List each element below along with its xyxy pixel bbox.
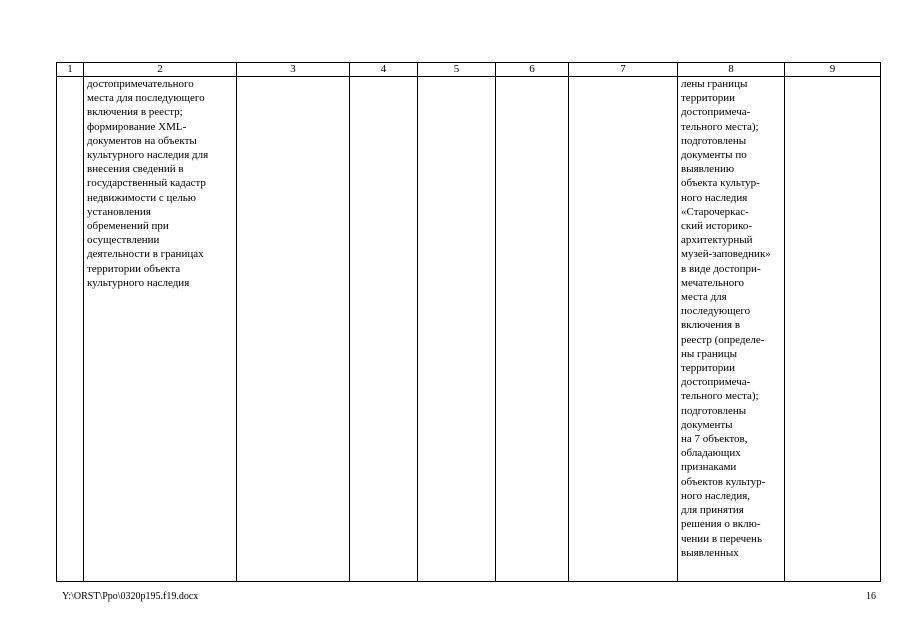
table-row <box>57 77 881 582</box>
table-cell-col6 <box>496 77 569 582</box>
column-header-7: 7 <box>569 63 678 77</box>
table-cell-col3 <box>237 77 350 582</box>
table-cell-col4 <box>350 77 418 582</box>
cell-text: лены границы территории достопримеча- тельного места); подготовлены документы по выявлению объекта культур- ного наследия «Старочеркас- ский историко- архитектурный музей-заповедник» в виде достопри- мечательного места для последующего включения в реестр (определе- ны границы территории достопримеча- тельного места); подготовлены документы на 7 объектов, обладающих признаками объектов культур- ного наследия, для принятия решения о вклю- чении в перечень выявленных <box>681 78 771 559</box>
table-cell-col7 <box>569 77 678 582</box>
column-number-header-row <box>57 63 881 77</box>
column-header-6: 6 <box>496 63 569 77</box>
column-header-1: 1 <box>57 63 84 77</box>
table-cell-col8 <box>678 77 785 582</box>
column-header-5: 5 <box>418 63 496 77</box>
column-header-9: 9 <box>785 63 881 77</box>
table-cell-col5 <box>418 77 496 582</box>
footer-file-path: Y:\ORST\Ppo\0320p195.f19.docx <box>62 591 199 602</box>
column-header-8: 8 <box>678 63 785 77</box>
document-table <box>56 62 881 582</box>
column-header-4: 4 <box>350 63 418 77</box>
table-cell-col9 <box>785 77 881 582</box>
table-cell-col1 <box>57 77 84 582</box>
cell-text: достопримечательного места для последующего включения в реестр; формирование XML- документов на объекты культурного наследия для внесения сведений в государственный кадастр недвижимости с целью установления обременений при осуществлении деятельности в границах территории объекта культурного наследия <box>87 78 209 289</box>
table-cell-col2 <box>84 77 237 582</box>
page-number: 16 <box>866 591 876 602</box>
column-header-2: 2 <box>84 63 237 77</box>
column-header-3: 3 <box>237 63 350 77</box>
